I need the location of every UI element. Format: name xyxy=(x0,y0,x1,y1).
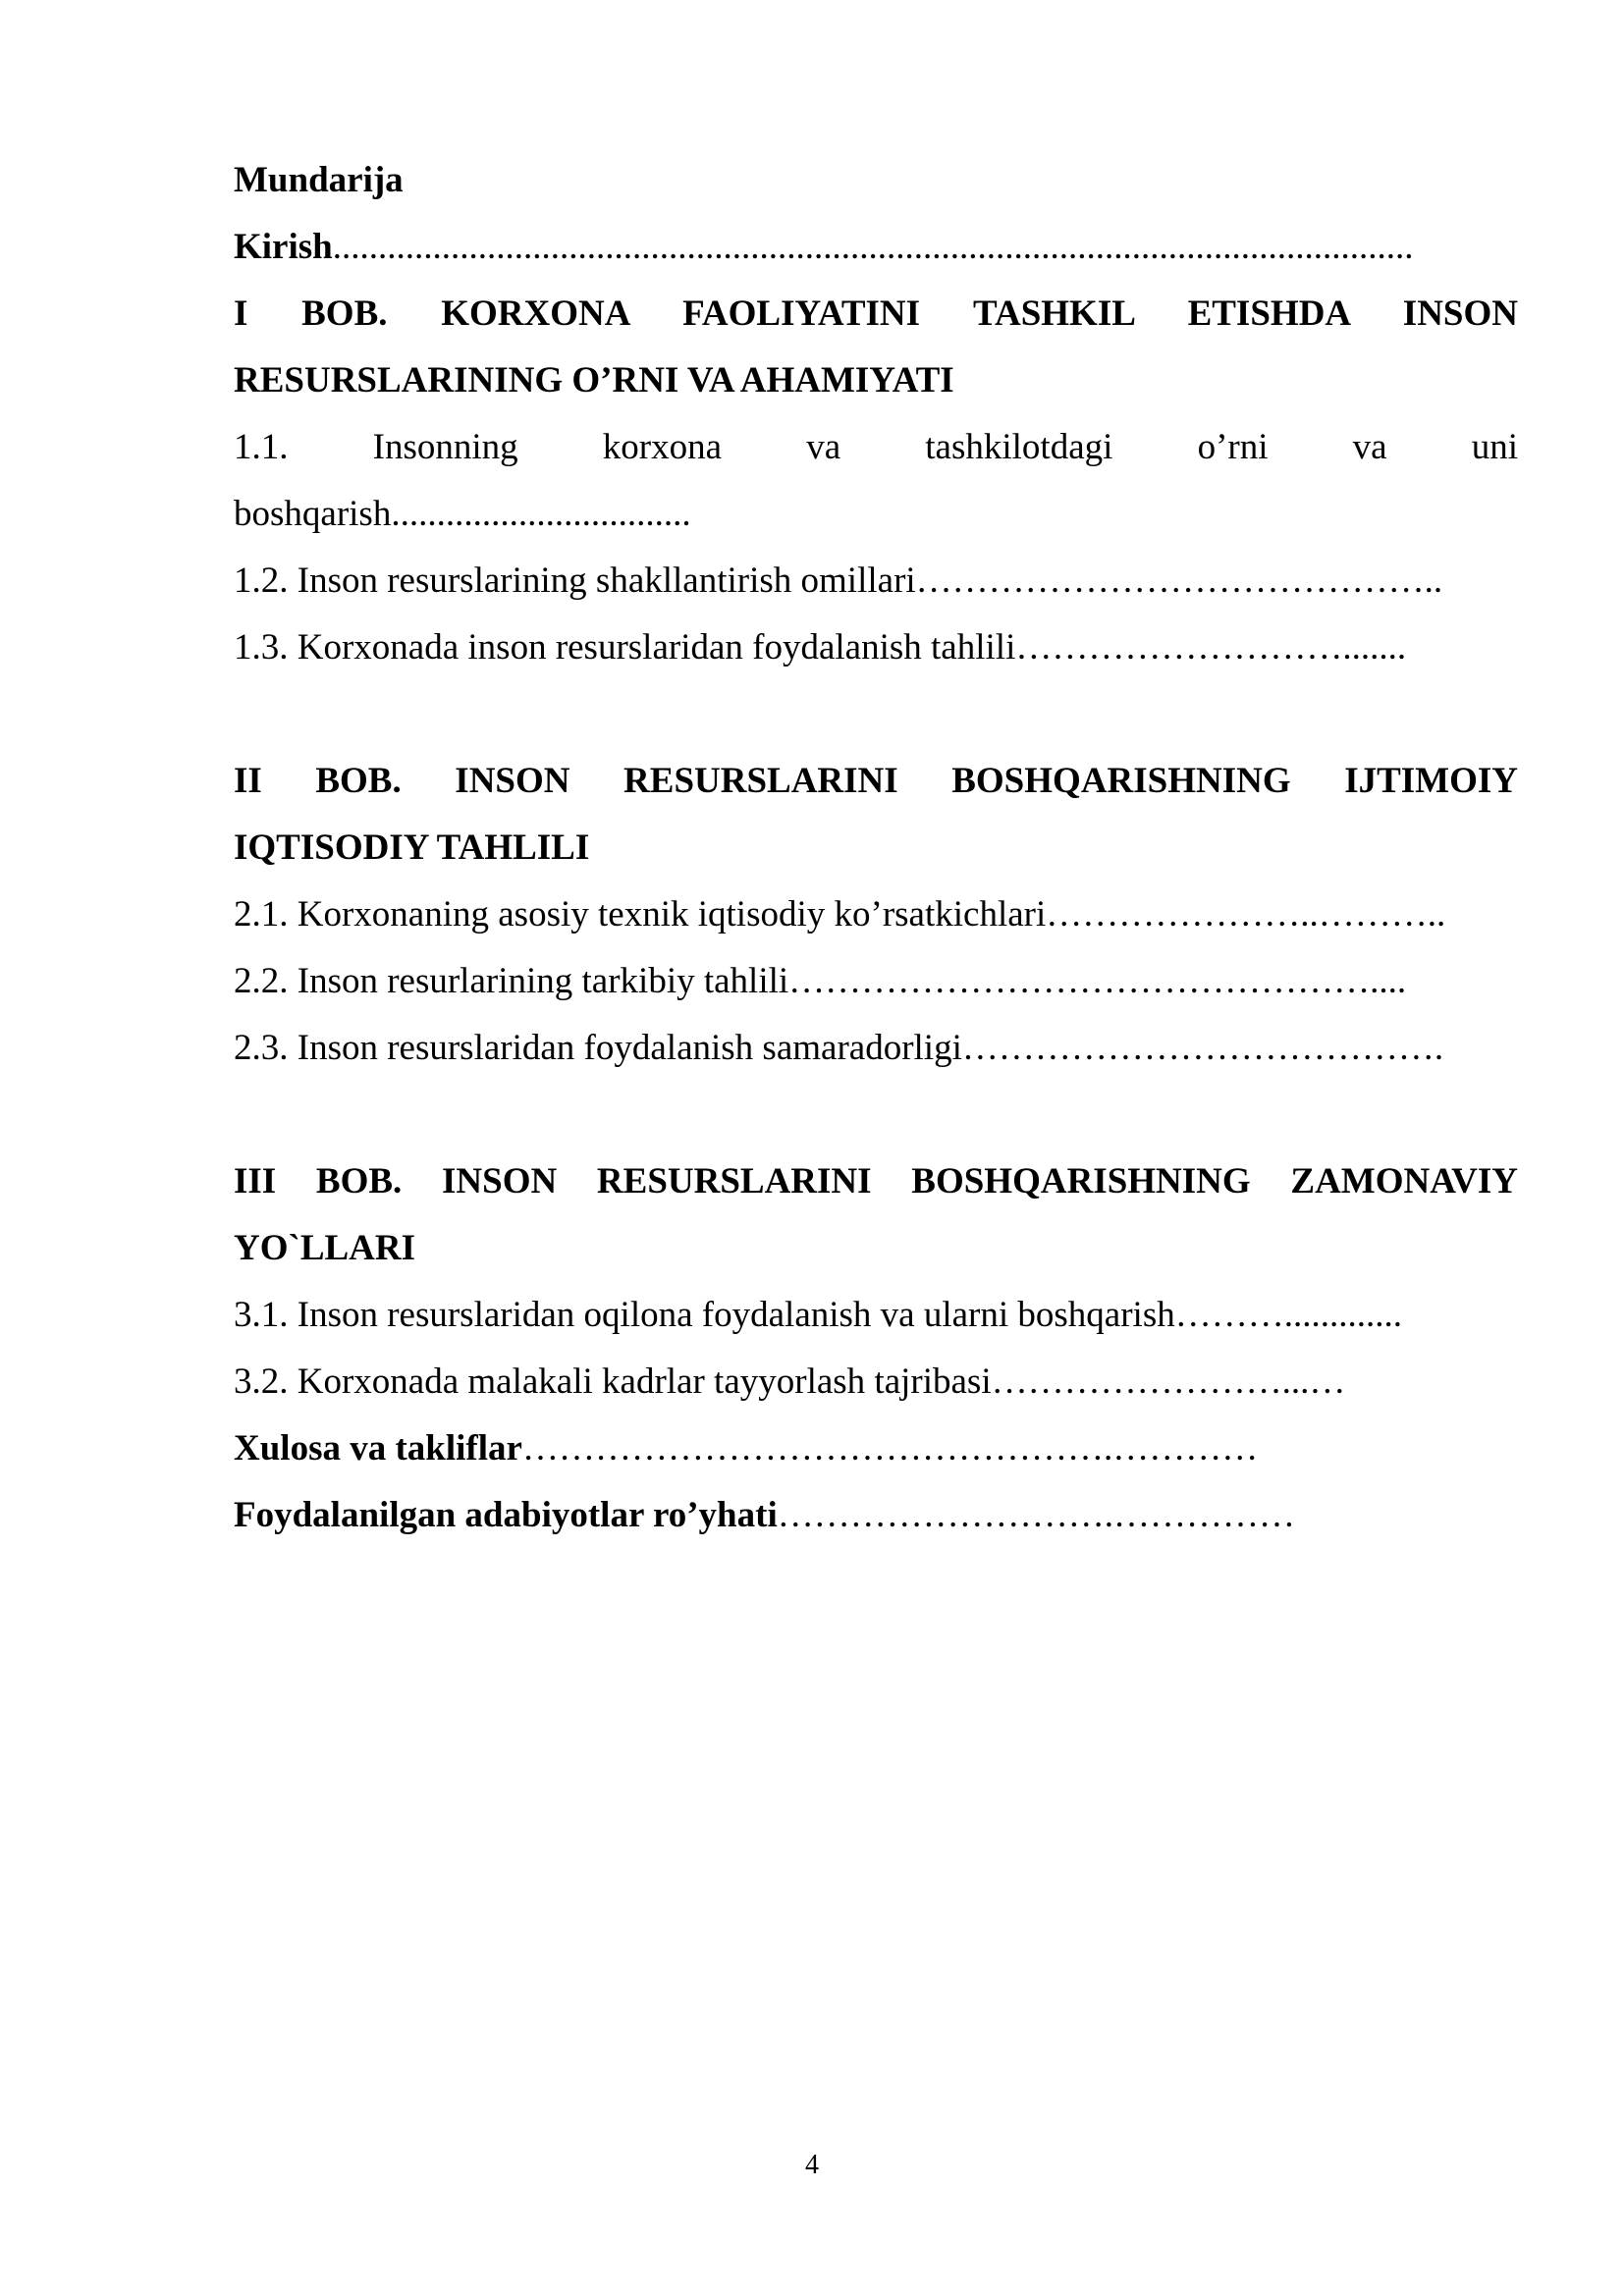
toc-entry-3-1: 3.1. Inson resurslaridan oqilona foydalanish va ularni boshqarish………............. xyxy=(234,1295,1402,1335)
toc-conclusion-leader: ………………………………………….………… xyxy=(521,1428,1259,1468)
chapter-2-heading-line-2: IQTISODIY TAHLILI xyxy=(234,828,590,868)
toc-references-label: Foydalanilgan adabiyotlar ro’yhati xyxy=(234,1495,778,1535)
toc-title: Mundarija xyxy=(234,160,404,200)
toc-entry-2-1: 2.1. Korxonaning asosiy texnik iqtisodiy ko’rsatkichlari…………………..……….. xyxy=(234,894,1446,934)
toc-entry-intro xyxy=(234,214,1518,281)
toc-references-leader: ……………………….…………… xyxy=(777,1495,1295,1535)
section-gap xyxy=(234,1082,1518,1148)
page-number: 4 xyxy=(805,2150,819,2180)
toc-intro-label: Kirish xyxy=(234,227,333,267)
toc-entry-references xyxy=(234,1482,1518,1549)
toc-entry-1-3: 1.3. Korxonada inson resurslaridan foydalanish tahlili………………………....... xyxy=(234,627,1407,667)
toc-entry-2-2: 2.2. Inson resurlarining tarkibiy tahlili………………………………………….... xyxy=(234,961,1407,1001)
chapter-1-heading-line-2: RESURSLARINING O’RNI VA AHAMIYATI xyxy=(234,360,954,400)
table-of-contents xyxy=(234,147,1518,1549)
toc-entry-1-2: 1.2. Inson resurslarining shakllantirish omillari…………………………………….. xyxy=(234,561,1443,601)
toc-entry-1-1-line-1: 1.1. Insonning korxona va tashkilotdagi o’rni va uni xyxy=(234,427,1518,467)
chapter-3-heading-line-2: YO`LLARI xyxy=(234,1228,416,1268)
toc-entry-conclusion xyxy=(234,1415,1518,1482)
chapter-2-heading-line-1: II BOB. INSON RESURSLARINI BOSHQARISHNING IJTIMOIY xyxy=(234,761,1518,801)
toc-conclusion-label: Xulosa va takliflar xyxy=(234,1428,522,1468)
toc-entry-1-1-line-2: boshqarish................................. xyxy=(234,494,691,534)
toc-intro-leader: ....................................................................................................................... xyxy=(332,227,1414,267)
toc-entry-2-3: 2.3. Inson resurslaridan foydalanish samaradorligi…………………………………. xyxy=(234,1028,1444,1068)
section-gap xyxy=(234,681,1518,748)
chapter-1-heading-line-1: I BOB. KORXONA FAOLIYATINI TASHKIL ETISHDA INSON xyxy=(234,294,1518,334)
toc-entry-3-2: 3.2. Korxonada malakali kadrlar tayyorlash tajribasi……………………...… xyxy=(234,1362,1346,1402)
chapter-3-heading-line-1: III BOB. INSON RESURSLARINI BOSHQARISHNING ZAMONAVIY xyxy=(234,1161,1518,1201)
